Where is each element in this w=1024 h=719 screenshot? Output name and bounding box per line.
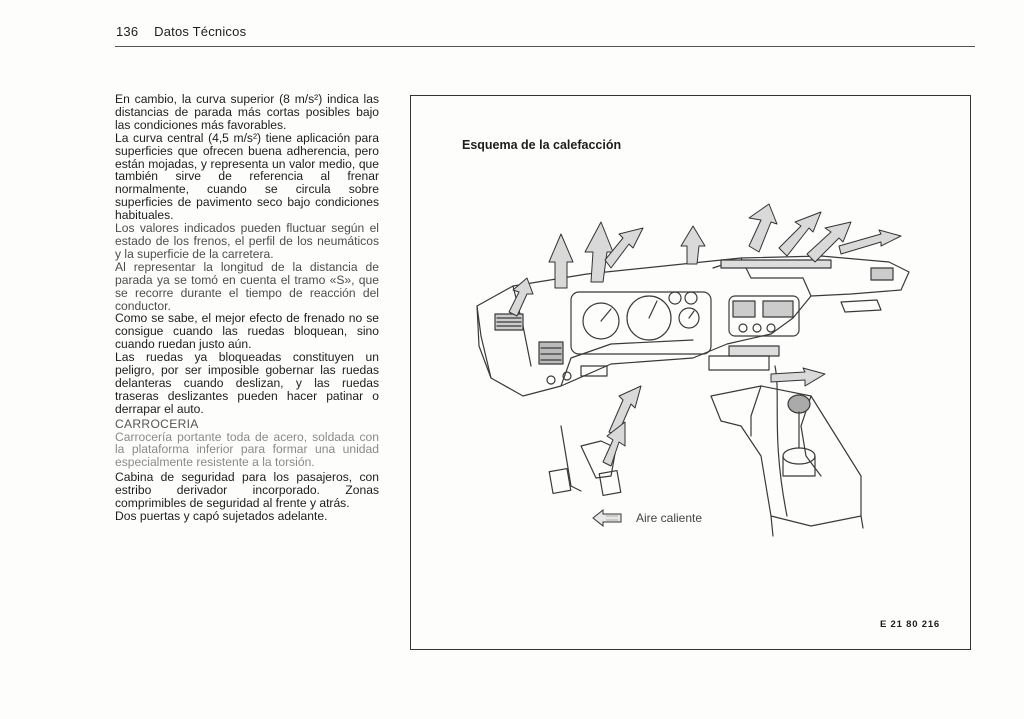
hollow-arrow-left-icon <box>592 509 622 527</box>
airflow-arrow-5 <box>749 204 777 252</box>
paragraph-upper-curve: En cambio, la curva superior (8 m/s²) indica las distancias de parada más cortas posibles bajo las condiciones más favorables. <box>115 92 379 132</box>
airflow-arrow-2 <box>585 222 613 282</box>
paragraph-central-curve: La curva central (4,5 m/s²) tiene aplicación para superficies que ofrecen buena adherencia, pero están mojadas, y representa un valor medio, que también sirve de referencia al frenar normalmente, cuando se circula sobre superficies de pavimento seco bajo condiciones habituales. <box>115 130 379 223</box>
airflow-arrow-10 <box>771 368 825 386</box>
heading-carroceria: CARROCERIA <box>115 416 199 431</box>
figure-frame <box>410 95 971 650</box>
right-vent <box>871 268 893 280</box>
paragraph-safety-cabin: Cabina de seguridad para los pasajeros, con estribo derivador incorporado. Zonas comprimibles de seguridad al frente y atrás. <box>115 470 379 511</box>
dashboard-outline <box>477 256 909 396</box>
paragraph-braking-effect: Como se sabe, el mejor efecto de frenado no se consigue cuando las ruedas bloquean, sino cuando ruedan justo aún. <box>115 311 379 352</box>
figure-code: E 21 80 216 <box>879 619 940 630</box>
pedal-right <box>599 471 621 496</box>
paragraph-body-steel: Carrocería portante toda de acero, soldada con la plataforma inferior para formar una unidad especialmente resistente a la torsión. <box>115 429 379 470</box>
text-column <box>115 93 379 523</box>
gear-knob <box>788 395 810 413</box>
center-console <box>711 386 861 526</box>
center-vent <box>733 301 755 317</box>
paragraph-locked-wheels: Las ruedas ya bloqueadas constituyen un peligro, por ser imposible gobernar las ruedas delanteras cuando deslizan, y las ruedas traseras deslizantes pueden hacer patinar o derrapar el auto. <box>115 350 379 416</box>
figure-title: Esquema de la calefacción <box>462 138 622 152</box>
paragraph-fluctuation: Los valores indicados pueden fluctuar según el estado de los frenos, el perfil de los neumáticos y la superficie de la carretera. <box>115 221 379 261</box>
legend-label: Aire caliente <box>636 511 703 525</box>
airflow-arrow-8 <box>839 230 901 254</box>
section-title: Datos Técnicos <box>154 24 247 39</box>
pedal-left <box>549 469 571 494</box>
page-header <box>116 24 246 39</box>
figure-legend <box>592 509 702 527</box>
header-rule <box>115 46 975 47</box>
paragraph-doors-hood: Dos puertas y capó sujetados adelante. <box>115 509 328 523</box>
paragraph-reaction-distance: Al representar la longitud de la distancia de parada ya se tomó en cuenta el tramo «S», que se recorre durante el tiempo de reacción del conductor. <box>115 259 379 313</box>
airflow-arrow-9 <box>509 278 533 316</box>
airflow-arrow-4 <box>681 226 705 264</box>
page-number: 136 <box>116 24 139 39</box>
heating-diagram <box>411 96 972 651</box>
